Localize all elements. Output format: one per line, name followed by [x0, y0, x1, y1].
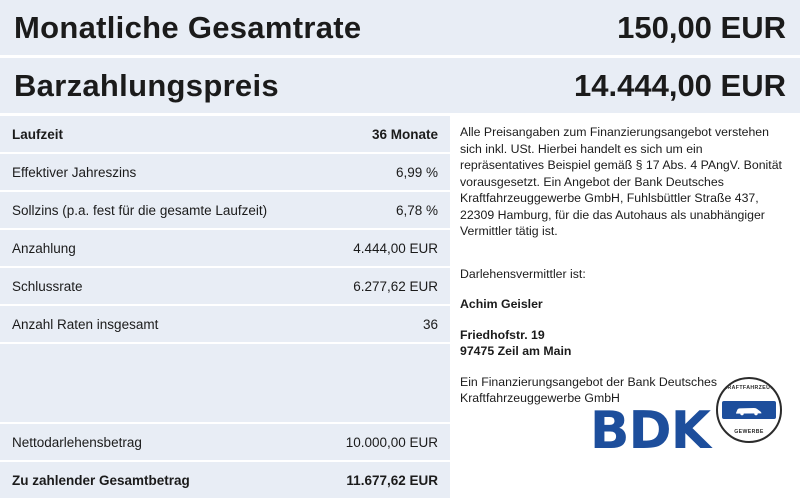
sheet-body [0, 116, 800, 488]
row-label: Anzahl Raten insgesamt [12, 316, 159, 332]
row-value: 11.677,62 EUR [346, 472, 438, 488]
row-value: 6.277,62 EUR [353, 278, 438, 294]
row-value: 6,99 % [395, 164, 438, 180]
row-value: 10.000,00 EUR [345, 434, 438, 450]
row-value: 6,78 % [395, 202, 438, 218]
table-spacer [0, 344, 450, 424]
row-value: 36 Monate [371, 126, 438, 142]
row-value: 4.444,00 EUR [353, 240, 438, 256]
table-row [0, 154, 450, 192]
offer-note: Ein Finanzierungsangebot der Bank Deutsches Kraftfahrzeuggewerbe GmbH [460, 374, 718, 405]
notes-panel [450, 116, 800, 479]
kfz-gewerbe-seal-icon [716, 377, 782, 443]
monthly-rate-header [0, 0, 800, 58]
table-row [0, 116, 450, 154]
cash-price-header [0, 58, 800, 116]
seal-top-text: KRAFTFAHRZEUG [723, 385, 775, 391]
bdk-wordmark: BDK [589, 401, 710, 461]
monthly-rate-label: Monatliche Gesamtrate [14, 9, 362, 45]
row-label: Sollzins (p.a. fest für die gesamte Laufzeit) [12, 202, 268, 218]
row-label: Nettodarlehensbetrag [12, 434, 142, 450]
table-row [0, 230, 450, 268]
row-label: Schlussrate [12, 278, 83, 294]
car-icon [734, 405, 764, 416]
terms-table [0, 116, 450, 488]
mediator-label: Darlehensvermittler ist: [460, 266, 586, 281]
mediator-street: Friedhofstr. 19 [460, 327, 545, 342]
table-row [0, 462, 450, 500]
table-row [0, 192, 450, 230]
disclaimer-text: Alle Preisangaben zum Finanzierungsangebot verstehen sich inkl. USt. Hierbei handelt es sich um ein repräsentatives Beispiel gemäß § 17 Abs. 4 PAngV. Bonität vorausgesetzt. Ein Angebot der Bank Deutsches Kraftfahrzeuggewerbe GmbH, Fuhlsbüttler Straße 437, 22309 Hamburg, für die das Autohaus als unabhängiger Vermittler tätig ist. [460, 125, 782, 238]
row-value: 36 [422, 316, 438, 332]
table-row [0, 424, 450, 462]
table-row [0, 268, 450, 306]
bdk-logo [589, 377, 782, 461]
mediator-name: Achim Geisler [460, 297, 543, 311]
monthly-rate-value: 150,00 EUR [617, 9, 786, 45]
cash-price-value: 14.444,00 EUR [574, 67, 786, 103]
row-label: Effektiver Jahreszins [12, 164, 137, 180]
row-label: Anzahlung [12, 240, 76, 256]
row-label: Laufzeit [12, 126, 64, 142]
table-row [0, 306, 450, 344]
row-label: Zu zahlender Gesamtbetrag [12, 472, 190, 488]
cash-price-label: Barzahlungspreis [14, 67, 279, 103]
mediator-city: 97475 Zeil am Main [460, 344, 572, 358]
seal-bottom-text: GEWERBE [734, 429, 764, 435]
